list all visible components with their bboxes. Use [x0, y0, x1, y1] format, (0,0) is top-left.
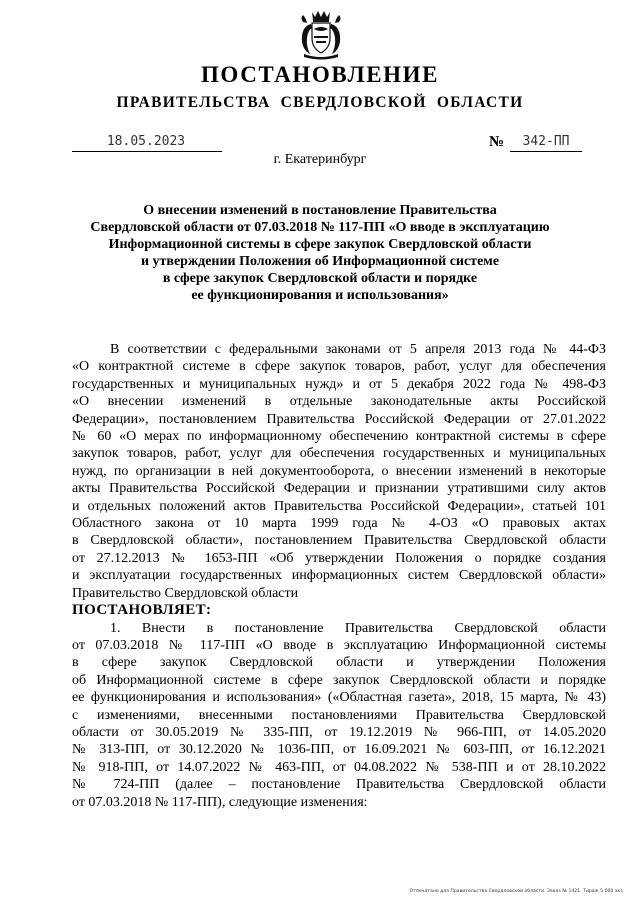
item-1-line: от 07.03.2018 № 117-ПП «О вводе в эксплуатацию Информационной системы [72, 637, 606, 653]
preamble-line: В соответствии с федеральными законами от 5 апреля 2013 года № 44-ФЗ [110, 342, 606, 357]
document-body [72, 341, 606, 811]
heading-line: в сфере закупок Свердловской области и порядке [162, 271, 478, 286]
document-heading [60, 202, 580, 304]
preamble-line: и эксплуатации государственных информационных систем Свердловской области» [72, 568, 606, 584]
document-subtitle: ПРАВИТЕЛЬСТВА СВЕРДЛОВСКОЙ ОБЛАСТИ [116, 94, 524, 111]
preamble-line: и отдельных положений актов Правительства Российской Федерации», статьей 101 [72, 498, 606, 514]
preamble-line: от 27.12.2013 № 1653-ПП «Об утверждении Положения о порядке создания [72, 550, 606, 566]
item-1-line: в сфере закупок Свердловской области и утверждении Положения [72, 655, 606, 671]
item-1-line: № 918-ПП, от 14.07.2022 № 463-ПП, от 04.08.2022 № 538-ПП и от 28.10.2022 [72, 759, 606, 775]
preamble-line: в Свердловской области», постановлением Правительства Свердловской области [72, 533, 606, 549]
item-1-line: 1. Внести в постановление Правительства Свердловской области [110, 620, 606, 636]
preamble-line: Правительство Свердловской области [72, 585, 299, 601]
item-1-line: от 07.03.2018 № 117-ПП), следующие изменения: [72, 794, 368, 810]
document-title: ПОСТАНОВЛЕНИЕ [200, 62, 440, 87]
sverdlovsk-coat-of-arms-icon [298, 8, 344, 60]
item-1-line: ее функционирования и использования» («Областная газета», 2018, 15 марта, № 43) [72, 690, 606, 706]
item-1-line: области от 30.05.2019 № 335-ПП, от 19.12.2019 № 966-ПП, от 14.05.2020 [72, 724, 606, 740]
print-footer: Отпечатано для Правительства Свердловской области. Заказ № 1421. Тираж 5 000 экз. [409, 889, 624, 894]
preamble-line: «О контрактной системе в сфере закупок товаров, работ, услуг для обеспечения [72, 359, 606, 375]
heading-line: Свердловской области от 07.03.2018 № 117-ПП «О вводе в эксплуатацию [90, 220, 550, 235]
document-date: 18.05.2023 [106, 134, 186, 149]
preamble-line: Областного закона от 10 марта 1999 года № 4-ОЗ «О правовых актах [72, 516, 606, 532]
item-1-line: с изменениями, внесенными постановлениями Правительства Свердловской [72, 707, 606, 723]
heading-line: Информационной системы в сфере закупок Свердловской области [108, 237, 532, 252]
item-1-line: № 724-ПП (далее – постановление Правительства Свердловской области [72, 777, 606, 793]
item-1-line: об Информационной системе в сфере закупок Свердловской области и порядке [72, 672, 606, 688]
heading-line: и утверждении Положения об Информационной системе [140, 254, 500, 269]
preamble-line: акты Правительства Российской Федерации и признании утратившими силу актов [72, 481, 606, 497]
number-sign: № [489, 134, 505, 150]
item-1-line: № 313-ПП, от 30.12.2020 № 1036-ПП, от 16.09.2021 № 603-ПП, от 16.12.2021 [72, 742, 606, 758]
preamble-line: «О внесении изменений в отдельные законодательные акты Российской [72, 394, 606, 410]
preamble-line: нужд, по организации в ней документооборота, о внесении изменений в некоторые [72, 463, 606, 479]
city: г. Екатеринбург [273, 152, 367, 167]
document-number: 342-ПП [522, 134, 570, 149]
preamble-line: закупок товаров, работ, услуг для обеспечения государственных и муниципальных [72, 446, 606, 462]
preamble-line: государственных и муниципальных нужд» и от 5 декабря 2022 года № 498-ФЗ [72, 376, 606, 392]
preamble-line: № 60 «О мерах по информационному обеспечению контрактной системы в сфере [72, 429, 606, 445]
resolve-label: ПОСТАНОВЛЯЕТ: [72, 602, 212, 619]
preamble-line: Федерации», постановлением Правительства Российской Федерации от 27.01.2022 [72, 411, 606, 427]
heading-line: О внесении изменений в постановление Правительства [143, 203, 497, 218]
heading-line: ее функционирования и использования» [191, 288, 449, 303]
